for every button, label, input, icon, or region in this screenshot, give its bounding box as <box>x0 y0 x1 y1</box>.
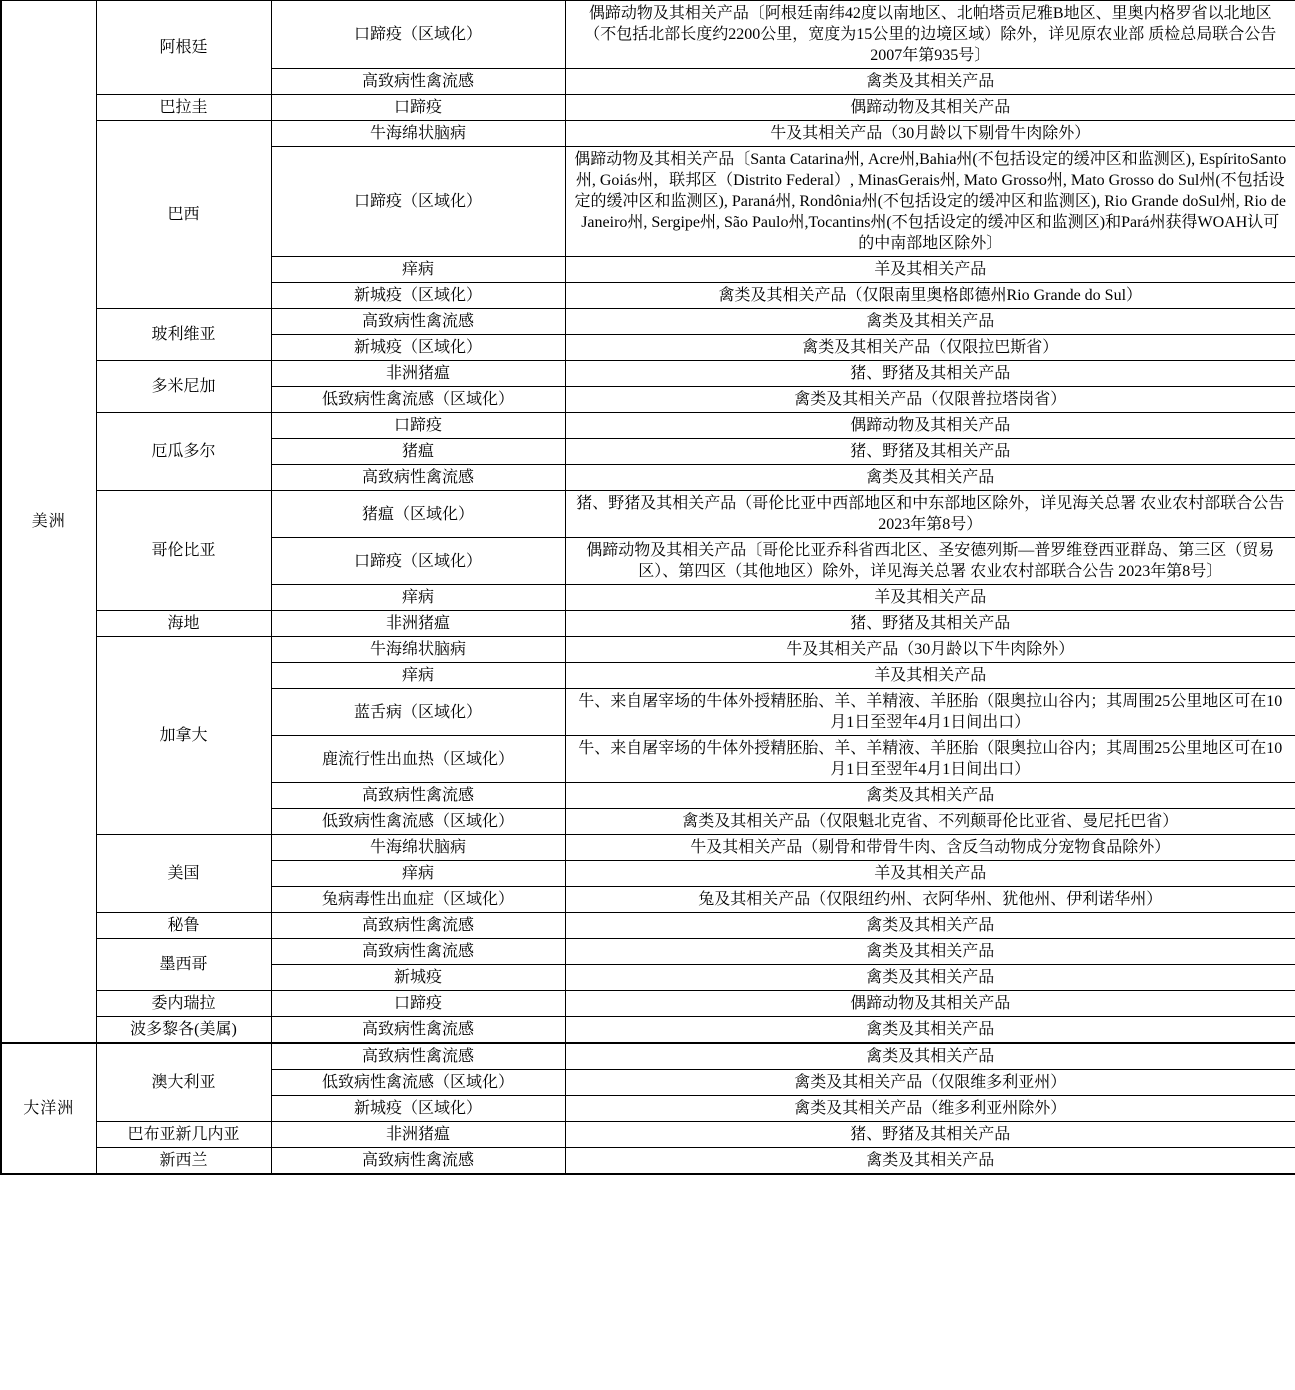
disease-cell: 新城疫（区域化） <box>271 1096 565 1122</box>
disease-cell: 低致病性禽流感（区域化） <box>271 1070 565 1096</box>
disease-cell: 口蹄疫 <box>271 991 565 1017</box>
products-cell: 牛及其相关产品（30月龄以下牛肉除外） <box>565 637 1295 663</box>
products-cell: 禽类及其相关产品 <box>565 1148 1295 1175</box>
disease-cell: 鹿流行性出血热（区域化） <box>271 736 565 783</box>
products-cell: 偶蹄动物及其相关产品 <box>565 95 1295 121</box>
table-row <box>1 1043 1295 1070</box>
products-cell: 偶蹄动物及其相关产品 <box>565 413 1295 439</box>
products-cell: 禽类及其相关产品（仅限普拉塔岗省） <box>565 387 1295 413</box>
products-cell: 禽类及其相关产品 <box>565 309 1295 335</box>
disease-cell: 高致病性禽流感 <box>271 465 565 491</box>
products-cell: 禽类及其相关产品（维多利亚州除外） <box>565 1096 1295 1122</box>
disease-cell: 高致病性禽流感 <box>271 939 565 965</box>
country-cell: 巴布亚新几内亚 <box>96 1122 271 1148</box>
products-cell: 羊及其相关产品 <box>565 861 1295 887</box>
disease-cell: 高致病性禽流感 <box>271 1017 565 1044</box>
country-cell: 玻利维亚 <box>96 309 271 361</box>
products-cell: 禽类及其相关产品 <box>565 939 1295 965</box>
products-cell: 猪、野猪及其相关产品 <box>565 361 1295 387</box>
table-row <box>1 95 1295 121</box>
country-cell: 新西兰 <box>96 1148 271 1175</box>
products-cell: 禽类及其相关产品（仅限南里奥格郎德州Rio Grande do Sul） <box>565 283 1295 309</box>
products-cell: 兔及其相关产品（仅限纽约州、衣阿华州、犹他州、伊利诺华州） <box>565 887 1295 913</box>
disease-cell: 低致病性禽流感（区域化） <box>271 387 565 413</box>
table-row <box>1 939 1295 965</box>
products-cell: 羊及其相关产品 <box>565 257 1295 283</box>
disease-cell: 牛海绵状脑病 <box>271 121 565 147</box>
products-cell: 禽类及其相关产品（仅限维多利亚州） <box>565 1070 1295 1096</box>
products-cell: 禽类及其相关产品 <box>565 465 1295 491</box>
products-cell: 猪、野猪及其相关产品（哥伦比亚中西部地区和中东部地区除外，详见海关总署 农业农村部联合公告 2023年第8号） <box>565 491 1295 538</box>
products-cell: 偶蹄动物及其相关产品 <box>565 991 1295 1017</box>
disease-cell: 口蹄疫 <box>271 413 565 439</box>
disease-cell: 高致病性禽流感 <box>271 783 565 809</box>
country-cell: 厄瓜多尔 <box>96 413 271 491</box>
table-row <box>1 1122 1295 1148</box>
country-cell: 委内瑞拉 <box>96 991 271 1017</box>
country-cell: 澳大利亚 <box>96 1043 271 1122</box>
products-cell: 禽类及其相关产品 <box>565 1017 1295 1044</box>
products-cell: 羊及其相关产品 <box>565 663 1295 689</box>
region-cell: 大洋洲 <box>1 1043 96 1174</box>
table-row <box>1 637 1295 663</box>
disease-cell: 高致病性禽流感 <box>271 1043 565 1070</box>
country-cell: 美国 <box>96 835 271 913</box>
table-row <box>1 611 1295 637</box>
table-row <box>1 413 1295 439</box>
table-row <box>1 913 1295 939</box>
disease-cell: 非洲猪瘟 <box>271 361 565 387</box>
products-cell: 禽类及其相关产品 <box>565 69 1295 95</box>
disease-cell: 蓝舌病（区域化） <box>271 689 565 736</box>
table-row <box>1 991 1295 1017</box>
products-cell: 牛、来自屠宰场的牛体外授精胚胎、羊、羊精液、羊胚胎（限奥拉山谷内；其周围25公里地区可在10月1日至翌年4月1日间出口） <box>565 736 1295 783</box>
disease-cell: 痒病 <box>271 585 565 611</box>
products-cell: 禽类及其相关产品 <box>565 913 1295 939</box>
table-row <box>1 1017 1295 1044</box>
products-cell: 猪、野猪及其相关产品 <box>565 439 1295 465</box>
region-cell: 美洲 <box>1 1 96 1044</box>
country-cell: 巴西 <box>96 121 271 309</box>
table-row <box>1 309 1295 335</box>
disease-cell: 非洲猪瘟 <box>271 1122 565 1148</box>
disease-cell: 猪瘟（区域化） <box>271 491 565 538</box>
disease-cell: 高致病性禽流感 <box>271 1148 565 1175</box>
table-row <box>1 1 1295 69</box>
disease-cell: 高致病性禽流感 <box>271 309 565 335</box>
products-cell: 牛、来自屠宰场的牛体外授精胚胎、羊、羊精液、羊胚胎（限奥拉山谷内；其周围25公里地区可在10月1日至翌年4月1日间出口） <box>565 689 1295 736</box>
products-cell: 偶蹄动物及其相关产品〔哥伦比亚乔科省西北区、圣安德列斯—普罗维登西亚群岛、第三区（贸易区）、第四区（其他地区）除外，详见海关总署 农业农村部联合公告 2023年第8号〕 <box>565 538 1295 585</box>
products-cell: 禽类及其相关产品（仅限魁北克省、不列颠哥伦比亚省、曼尼托巴省） <box>565 809 1295 835</box>
disease-cell: 低致病性禽流感（区域化） <box>271 809 565 835</box>
table-row <box>1 361 1295 387</box>
disease-cell: 痒病 <box>271 861 565 887</box>
table-row <box>1 835 1295 861</box>
disease-cell: 兔病毒性出血症（区域化） <box>271 887 565 913</box>
products-cell: 偶蹄动物及其相关产品〔Santa Catarina州, Acre州,Bahia州(不包括设定的缓冲区和监测区), EspíritoSanto州, Goiás州，联邦区（Distrito Federal）, MinasGerais州, Mato Grosso州, Mato Grosso do Sul州(不包括设定的缓冲区和监测区), Paraná州, Rondônia州(不包括设定的缓冲区和监测区), Rio Grande doSul州, Rio de Janeiro州, Sergipe州, São Paulo州,Tocantins州(不包括设定的缓冲区和监测区)和Pará州获得WOAH认可的中南部地区除外〕 <box>565 147 1295 257</box>
products-cell: 羊及其相关产品 <box>565 585 1295 611</box>
products-cell: 禽类及其相关产品 <box>565 965 1295 991</box>
disease-cell: 新城疫（区域化） <box>271 335 565 361</box>
country-cell: 海地 <box>96 611 271 637</box>
products-cell: 禽类及其相关产品（仅限拉巴斯省） <box>565 335 1295 361</box>
disease-cell: 口蹄疫 <box>271 95 565 121</box>
products-cell: 禽类及其相关产品 <box>565 1043 1295 1070</box>
country-cell: 波多黎各(美属) <box>96 1017 271 1044</box>
disease-cell: 牛海绵状脑病 <box>271 835 565 861</box>
products-cell: 禽类及其相关产品 <box>565 783 1295 809</box>
disease-cell: 口蹄疫（区域化） <box>271 147 565 257</box>
products-cell: 牛及其相关产品（剔骨和带骨牛肉、含反刍动物成分宠物食品除外） <box>565 835 1295 861</box>
disease-cell: 痒病 <box>271 257 565 283</box>
disease-cell: 猪瘟 <box>271 439 565 465</box>
quarantine-table-body <box>1 1 1295 1175</box>
country-cell: 巴拉圭 <box>96 95 271 121</box>
disease-cell: 高致病性禽流感 <box>271 913 565 939</box>
country-cell: 阿根廷 <box>96 1 271 95</box>
country-cell: 秘鲁 <box>96 913 271 939</box>
products-cell: 牛及其相关产品（30月龄以下剔骨牛肉除外） <box>565 121 1295 147</box>
country-cell: 加拿大 <box>96 637 271 835</box>
disease-cell: 口蹄疫（区域化） <box>271 538 565 585</box>
disease-cell: 高致病性禽流感 <box>271 69 565 95</box>
table-row <box>1 491 1295 538</box>
disease-cell: 口蹄疫（区域化） <box>271 1 565 69</box>
table-row <box>1 121 1295 147</box>
table-row <box>1 1148 1295 1175</box>
disease-cell: 痒病 <box>271 663 565 689</box>
products-cell: 偶蹄动物及其相关产品〔阿根廷南纬42度以南地区、北帕塔贡尼雅B地区、里奥内格罗省以北地区（不包括北部长度约2200公里，宽度为15公里的边境区域）除外，详见原农业部 质检总局联合公告 2007年第935号〕 <box>565 1 1295 69</box>
country-cell: 哥伦比亚 <box>96 491 271 611</box>
products-cell: 猪、野猪及其相关产品 <box>565 1122 1295 1148</box>
disease-cell: 牛海绵状脑病 <box>271 637 565 663</box>
country-cell: 多米尼加 <box>96 361 271 413</box>
disease-cell: 非洲猪瘟 <box>271 611 565 637</box>
country-cell: 墨西哥 <box>96 939 271 991</box>
disease-cell: 新城疫 <box>271 965 565 991</box>
disease-cell: 新城疫（区域化） <box>271 283 565 309</box>
products-cell: 猪、野猪及其相关产品 <box>565 611 1295 637</box>
